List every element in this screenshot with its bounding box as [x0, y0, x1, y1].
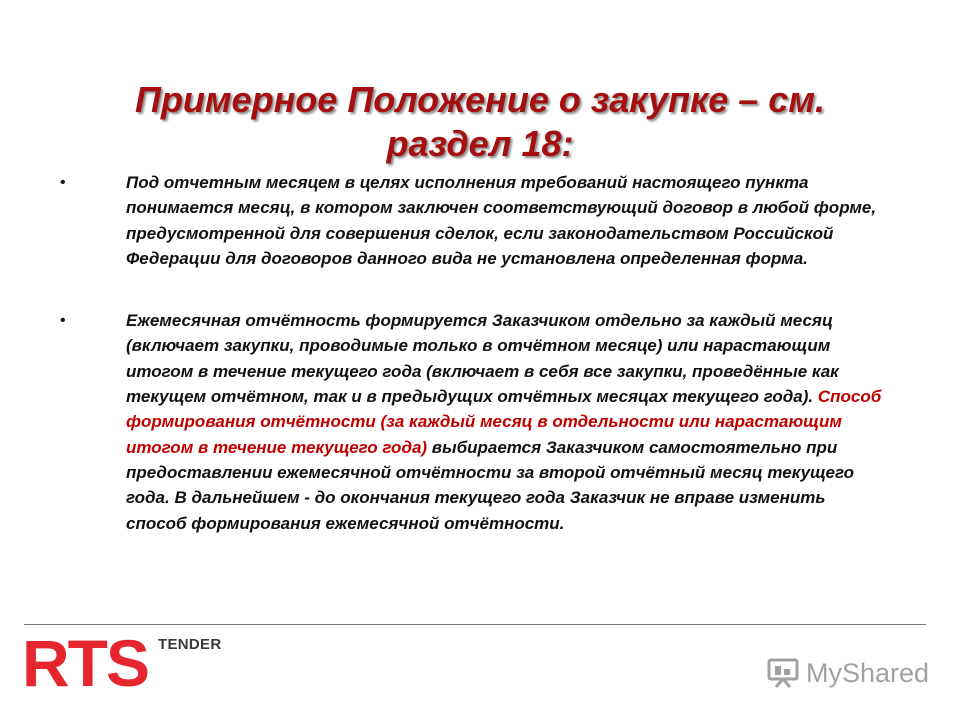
title-line-2: раздел 18:	[386, 123, 574, 164]
bullet-text-highlight: Способ формирования отчётности (за каждый месяц в отдельности или нарастающим итогом в течение текущего года)	[126, 387, 882, 457]
bullet-marker: •	[60, 174, 66, 191]
rts-logo-tender: TENDER	[158, 636, 222, 653]
slide-title	[60, 78, 900, 166]
bullet-text-after: выбирается Заказчиком самостоятельно при предоставлении ежемесячной отчётности за второй отчётный месяц текущего года. В дальнейшем - до окончания текущего года Заказчик не вправе изменить способ формирования ежемесячной отчётности.	[126, 437, 854, 533]
bullet-item-1	[60, 170, 890, 271]
presentation-board-icon	[766, 657, 800, 689]
title-line-1: Примерное Положение о закупке – см.	[135, 79, 825, 120]
myshared-watermark	[766, 656, 929, 690]
rts-logo-text: RTS	[22, 632, 148, 690]
watermark-text: MyShared	[806, 657, 930, 688]
footer-divider	[24, 624, 926, 625]
bullet-text: Под отчетным месяцем в целях исполнения требований настоящего пункта понимается месяц, в котором заключен соответствующий договор в любой форме, предусмотренной для совершения сделок, если законодательством Российской Федерации для договоров данного вида не установлена определенная форма.	[126, 173, 877, 268]
bullet-item-2	[60, 308, 890, 536]
bullet-marker: •	[60, 312, 66, 330]
bullet-text-before: Ежемесячная отчётность формируется Заказчиком отдельно за каждый месяц (включает закупки, проводимые только в отчётном месяце) или нарастающим итогом в течение текущего года (включает в себя все закупки, проведённые как текущем отчётном, так и в предыдущих отчётных месяцах текущего года).	[126, 311, 839, 407]
bullet-list	[60, 170, 890, 536]
